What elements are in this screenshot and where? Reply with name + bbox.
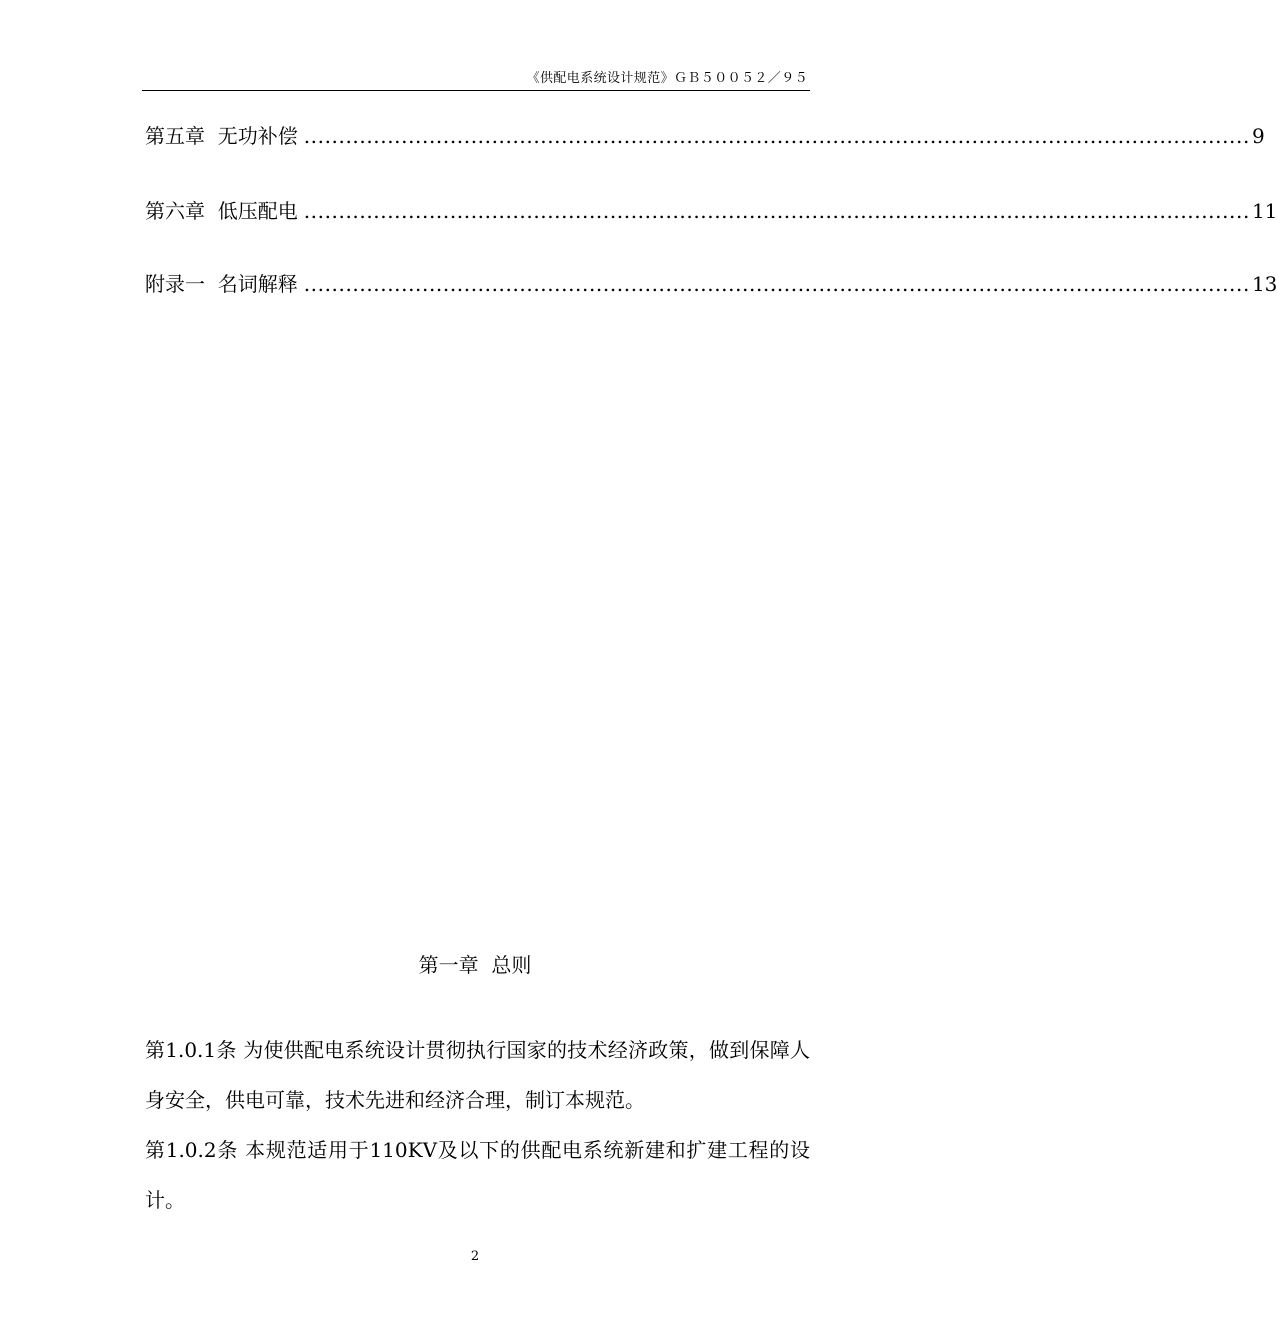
toc-entry-appendix-1[interactable]: [145, 271, 1277, 297]
toc-dot-leader: ........................................................................................................................................: [303, 199, 1250, 223]
article-1-0-1: 第1.0.1条 为使供配电系统设计贯彻执行国家的技术经济政策，做到保障人身安全，供电可靠，技术先进和经济合理，制订本规范。: [145, 1038, 810, 1112]
article-1-0-2: 第1.0.2条 本规范适用于110KV及以下的供配电系统新建和扩建工程的设计。: [145, 1138, 810, 1212]
toc-entry-label: 第六章 低压配电: [145, 199, 298, 223]
header-title: 《供配电系统设计规范》ＧＢ５００５２／９５: [526, 71, 808, 86]
toc-entry-page: 13: [1251, 272, 1277, 296]
toc-entry-chapter-5[interactable]: [145, 123, 1265, 149]
toc-entry-page: 11: [1251, 199, 1277, 223]
chapter-title: 第一章 总则: [418, 953, 532, 977]
page-number: 2: [470, 1249, 480, 1264]
toc-entry-page: 9: [1251, 124, 1265, 148]
chapter-body: [145, 1025, 810, 1225]
toc-dot-leader: ........................................................................................................................................: [303, 124, 1250, 148]
toc-entry-label: 附录一 名词解释: [145, 272, 298, 296]
toc-entry-label: 第五章 无功补偿: [145, 124, 298, 148]
toc-dot-leader: ........................................................................................................................................: [303, 272, 1250, 296]
toc-entry-chapter-6[interactable]: [145, 198, 1277, 224]
running-header: [142, 69, 810, 91]
